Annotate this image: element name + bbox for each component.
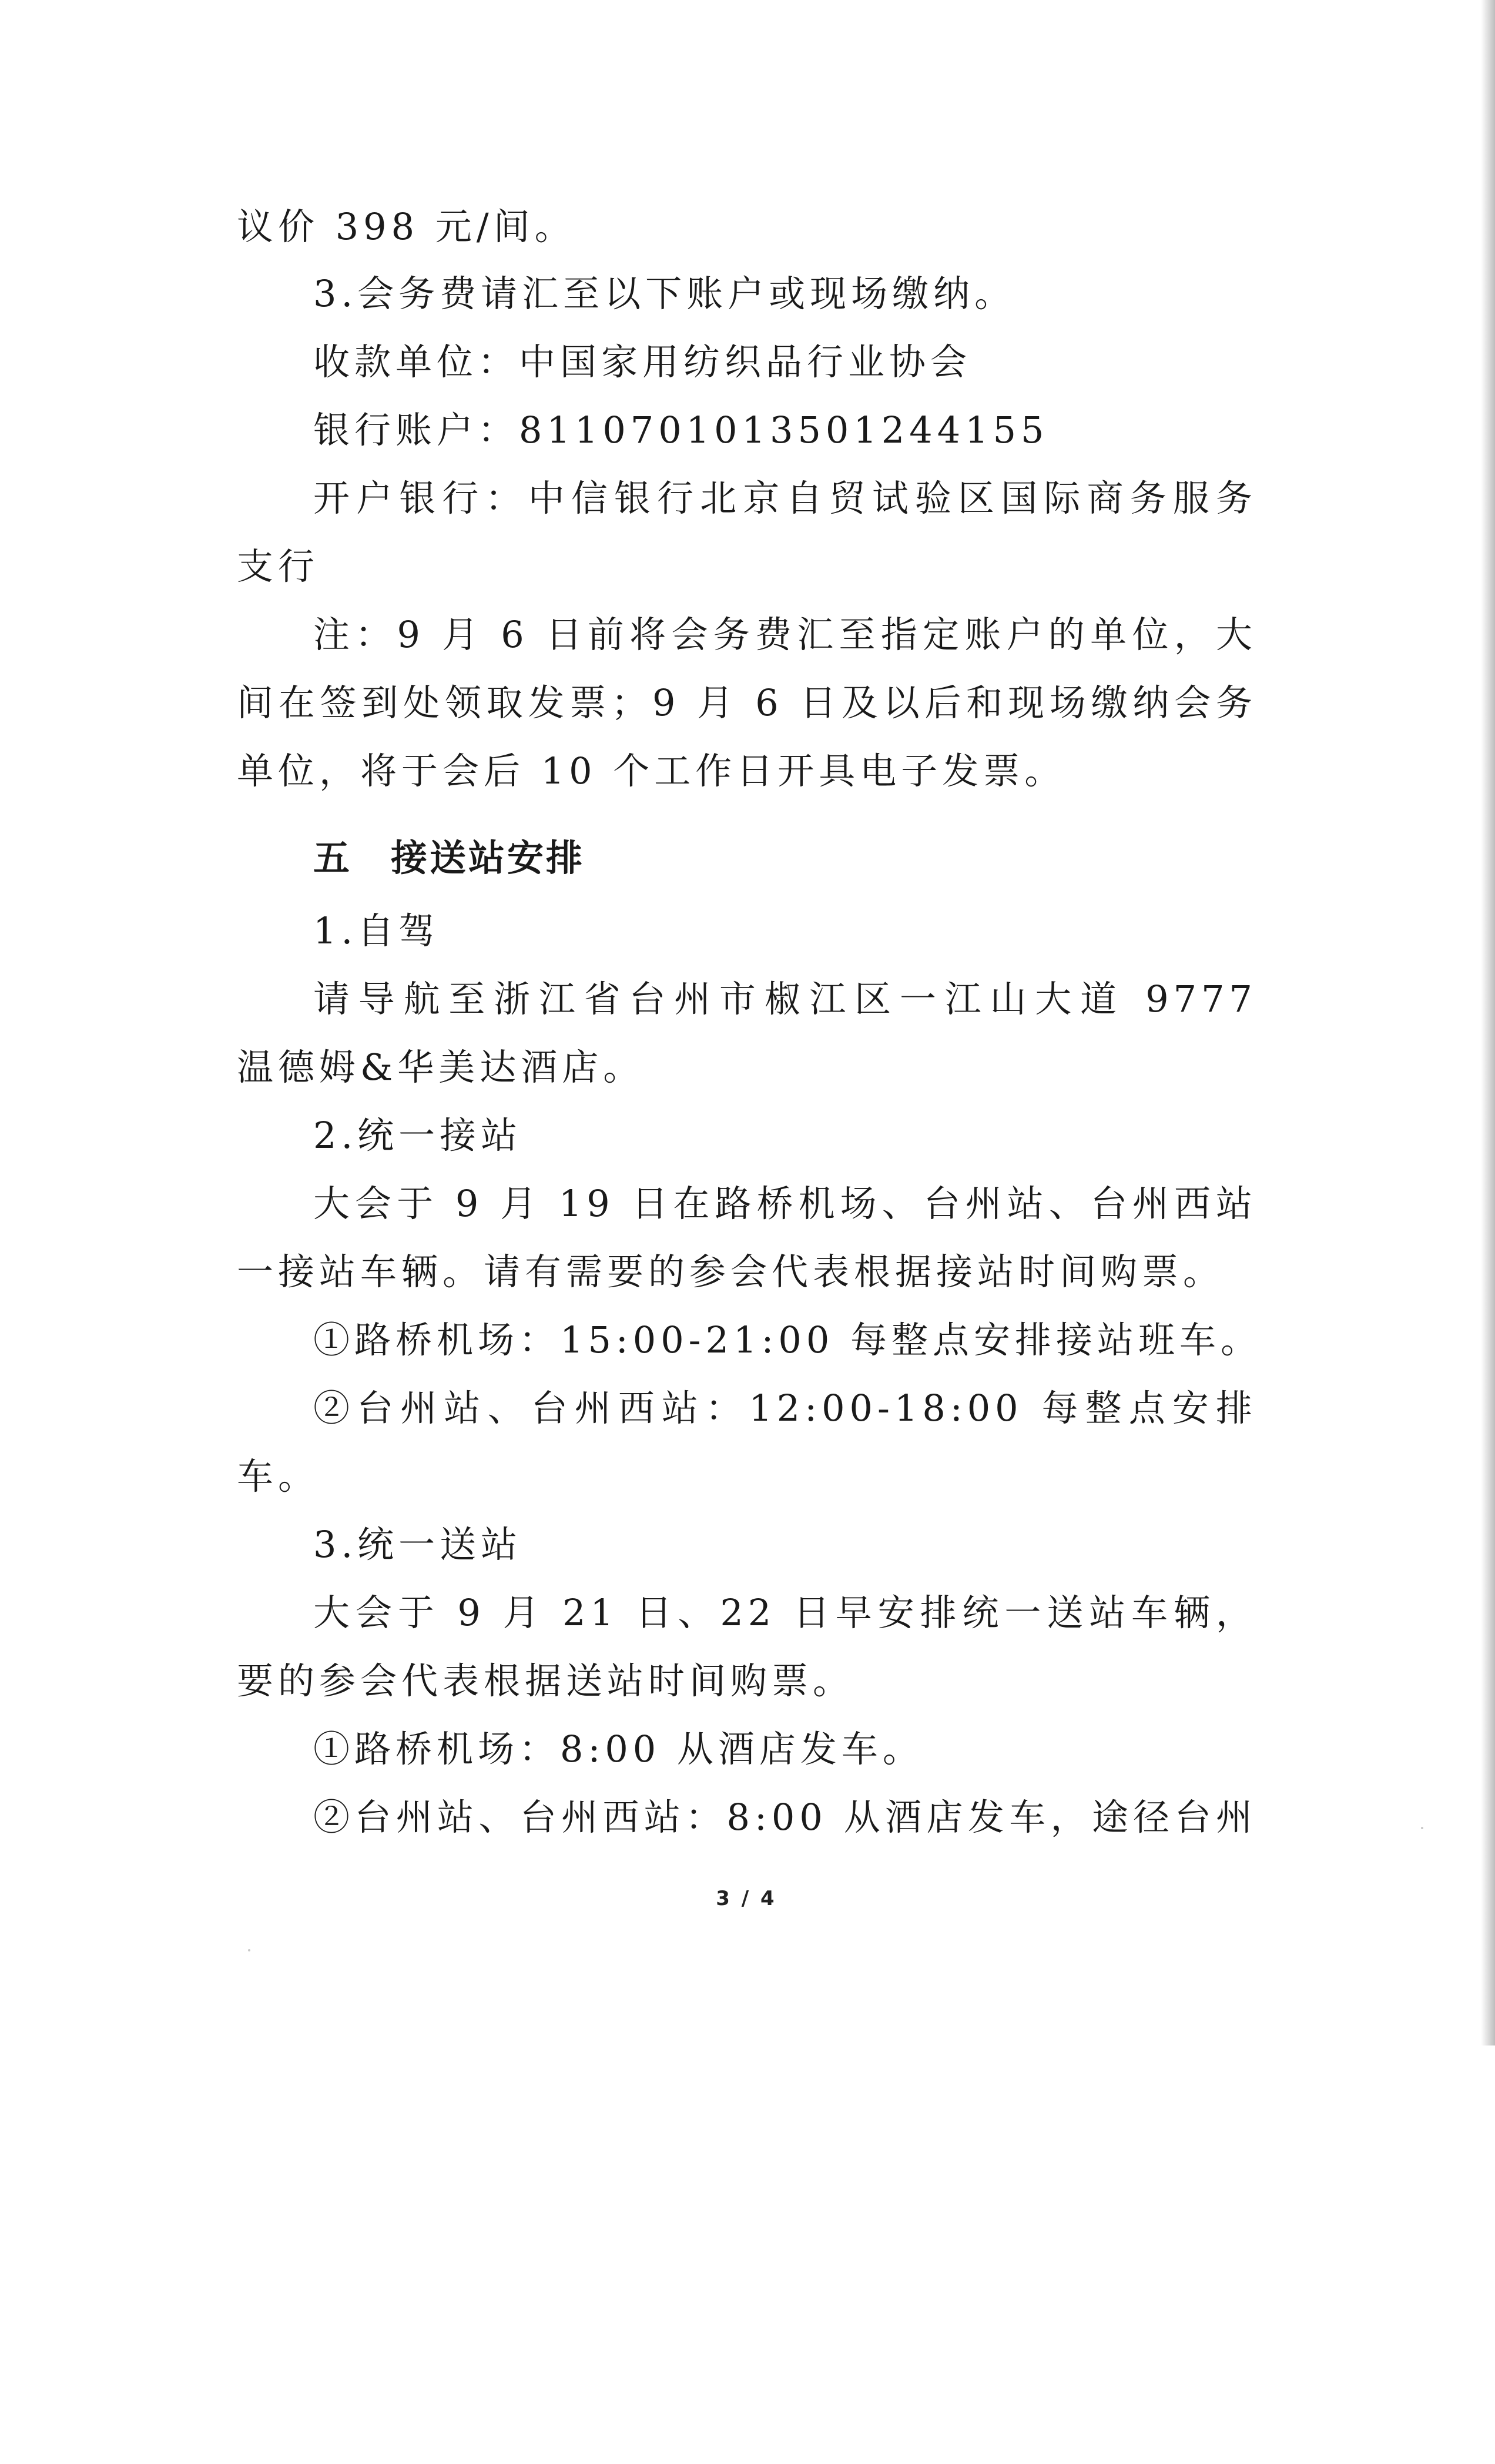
text-line-fee-payment: 3.会务费请汇至以下账户或现场缴纳。: [313, 272, 1016, 315]
scan-edge-shadow: [1481, 0, 1495, 2045]
text-line-note-3: 单位，将于会后 10 个工作日开具电子发票。: [237, 749, 1066, 792]
text-line-bank-name: 开户银行：中信银行北京自贸试验区国际商务服务: [313, 477, 1257, 520]
text-line-dropoff-airport: ①路桥机场：8:00 从酒店发车。: [313, 1728, 924, 1770]
text-line-pickup-1: 大会于 9 月 19 日在路桥机场、台州站、台州西站: [313, 1182, 1257, 1225]
text-line-pickup-title: 2.统一接站: [313, 1114, 522, 1157]
page-number: 3 / 4: [716, 1887, 777, 1910]
text-line-self-drive-title: 1.自驾: [313, 909, 440, 952]
text-line-note-1: 注：9 月 6 日前将会务费汇至指定账户的单位，大: [313, 613, 1257, 656]
text-line-pickup-airport: ①路桥机场：15:00-21:00 每整点安排接站班车。: [313, 1318, 1262, 1361]
text-line-navigation-1: 请导航至浙江省台州市椒江区一江山大道 9777: [313, 977, 1257, 1020]
text-line-bank-account: 银行账户：8110701013501244155: [313, 409, 1049, 451]
text-line-dropoff-1: 大会于 9 月 21 日、22 日早安排统一送站车辆，: [313, 1591, 1257, 1634]
text-line-dropoff-2: 要的参会代表根据送站时间购票。: [237, 1659, 854, 1702]
section-heading-transfer: 五 接送站安排: [313, 836, 585, 879]
scan-speck: [248, 1949, 250, 1951]
text-line-dropoff-stations: ②台州站、台州西站：8:00 从酒店发车，途径台州: [313, 1796, 1257, 1839]
text-line-bank-branch: 支行: [237, 545, 320, 588]
text-line-payee: 收款单位：中国家用纺织品行业协会: [313, 340, 972, 383]
scan-speck: [1421, 1827, 1423, 1829]
text-line-hotel-price: 议价 398 元/间。: [237, 205, 576, 248]
text-line-pickup-stations-2: 车。: [237, 1455, 320, 1498]
text-line-pickup-stations-1: ②台州站、台州西站：12:00-18:00 每整点安排: [313, 1387, 1257, 1429]
text-line-note-2: 间在签到处领取发票；9 月 6 日及以后和现场缴纳会务: [237, 681, 1257, 724]
text-line-pickup-2: 一接站车辆。请有需要的参会代表根据接站时间购票。: [237, 1250, 1225, 1293]
text-line-dropoff-title: 3.统一送站: [313, 1523, 522, 1566]
text-line-navigation-2: 温德姆&华美达酒店。: [237, 1046, 645, 1089]
